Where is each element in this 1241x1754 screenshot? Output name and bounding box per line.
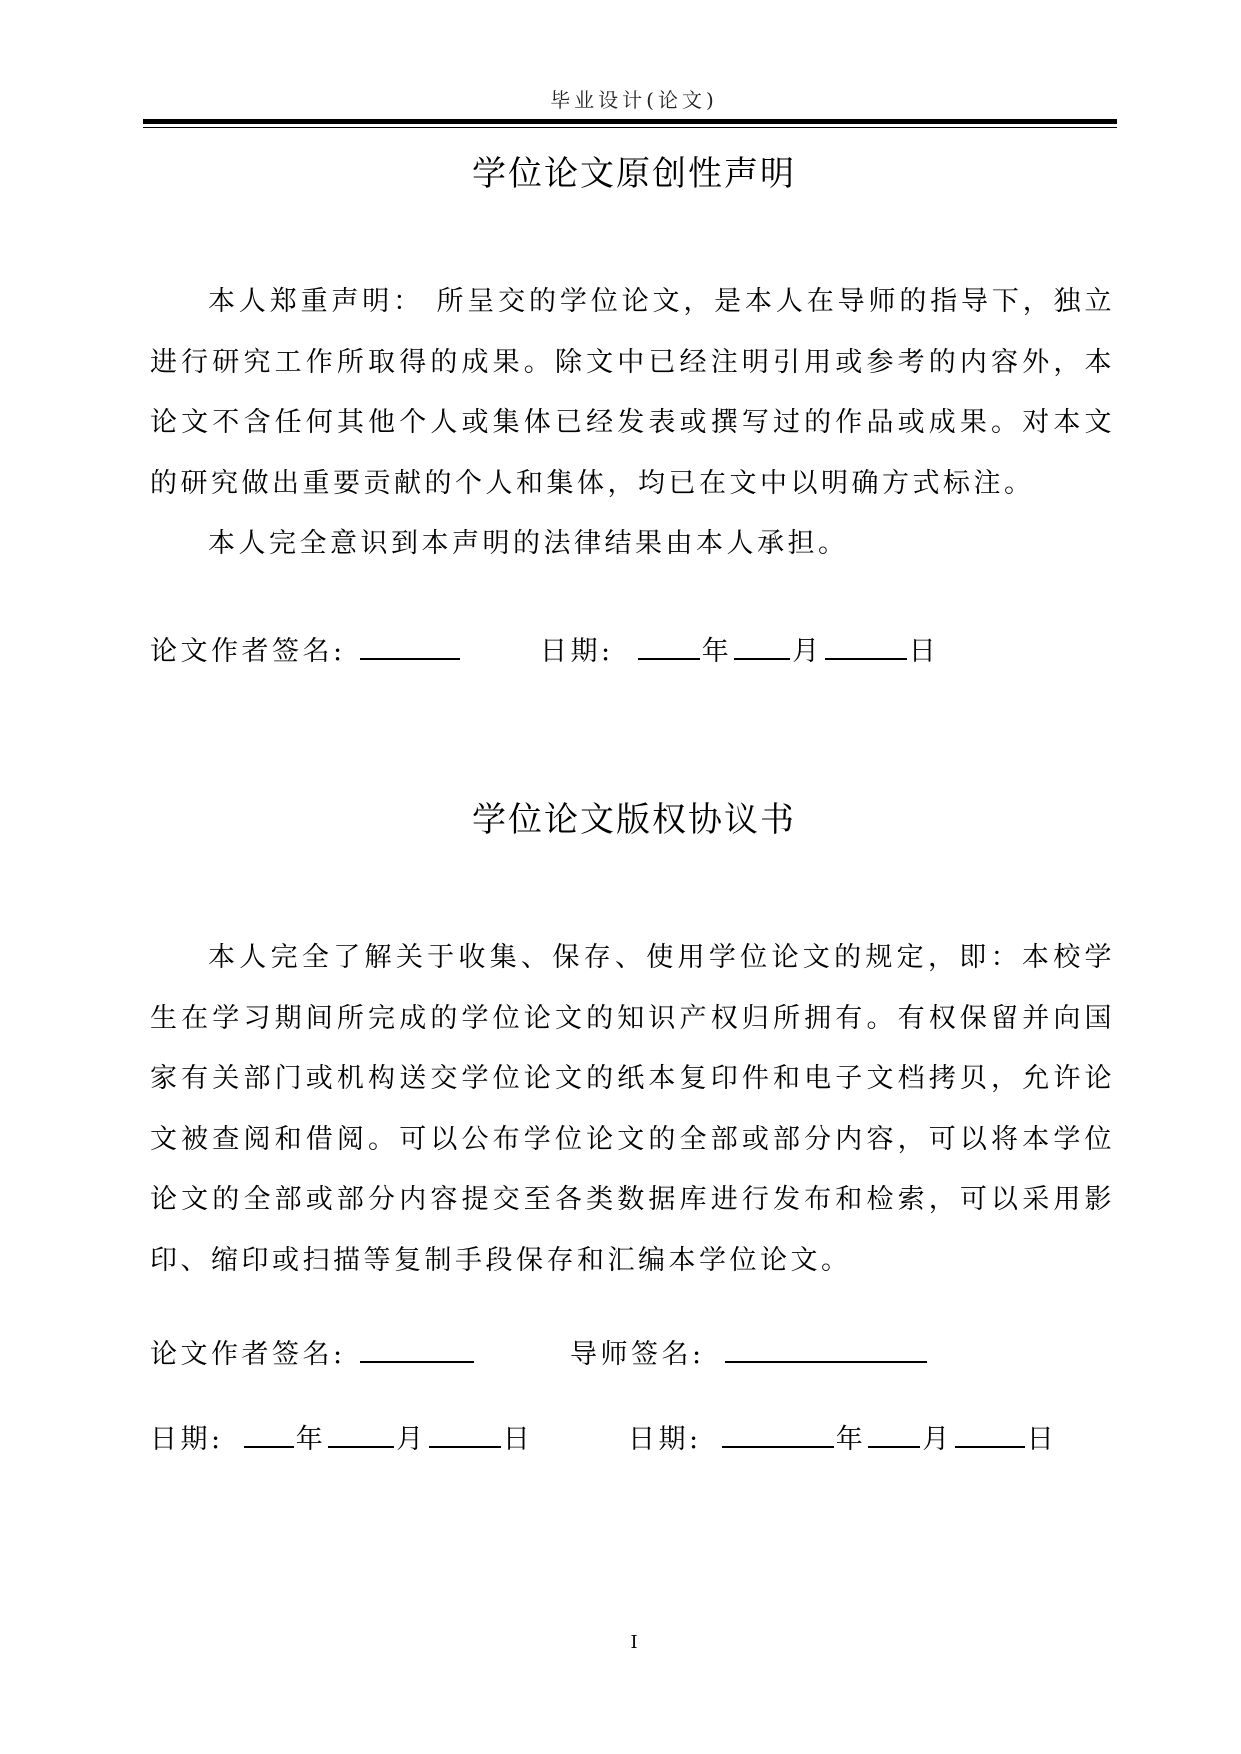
header-rule-thick xyxy=(143,119,1117,124)
day-label: 日 xyxy=(908,636,940,667)
header-rule-thin xyxy=(143,127,1117,128)
month-label: 月 xyxy=(922,1424,953,1455)
copyright-author-date-line xyxy=(150,1423,533,1457)
author-signature-blank[interactable] xyxy=(360,657,460,660)
author-signature-label: 论文作者签名: xyxy=(150,636,346,667)
day-label: 日 xyxy=(502,1424,534,1455)
author-signature-blank[interactable] xyxy=(360,1360,474,1363)
advisor-signature-blank[interactable] xyxy=(725,1360,927,1363)
running-header: 毕业设计(论文) xyxy=(550,88,718,112)
day-blank[interactable] xyxy=(955,1445,1025,1448)
date-label: 日期: xyxy=(628,1424,702,1455)
originality-paragraph-2: 本人完全意识到本声明的法律结果由本人承担。 xyxy=(208,528,849,559)
originality-author-signature-line xyxy=(150,635,462,669)
year-label: 年 xyxy=(835,1424,867,1455)
copyright-paragraph-1: 本人完全了解关于收集、保存、使用学位论文的规定，即：本校学生在学习期间所完成的学位论文的知识产权归所拥有。有权保留并向国家有关部门或机构送交学位论文的纸本复印件和电子文档拷贝，允许论文被查阅和借阅。可以公布学位论文的全部或部分内容，可以将本学位论文的全部或部分内容提交至各类数据库进行发布和检索，可以采用影印、缩印或扫描等复制手段保存和汇编本学位论文。 xyxy=(150,942,1115,1276)
month-blank[interactable] xyxy=(734,657,790,660)
advisor-signature-label: 导师签名: xyxy=(570,1339,705,1370)
month-label: 月 xyxy=(792,636,823,667)
day-blank[interactable] xyxy=(429,1445,501,1448)
date-label: 日期: xyxy=(150,1424,224,1455)
author-signature-label: 论文作者签名: xyxy=(150,1339,346,1370)
page-number: I xyxy=(630,1632,638,1653)
date-label: 日期: xyxy=(540,636,614,667)
year-blank[interactable] xyxy=(244,1445,294,1448)
year-blank[interactable] xyxy=(638,657,700,660)
month-label: 月 xyxy=(396,1424,427,1455)
originality-title: 学位论文原创性声明 xyxy=(472,154,796,194)
month-blank[interactable] xyxy=(328,1445,394,1448)
day-label: 日 xyxy=(1026,1424,1058,1455)
year-label: 年 xyxy=(295,1424,327,1455)
month-blank[interactable] xyxy=(868,1445,920,1448)
copyright-author-signature-line xyxy=(150,1338,476,1372)
copyright-advisor-date-line xyxy=(628,1423,1057,1457)
year-label: 年 xyxy=(701,636,733,667)
originality-paragraph-1: 本人郑重声明： 所呈交的学位论文，是本人在导师的指导下，独立进行研究工作所取得的成果。除文中已经注明引用或参考的内容外，本论文不含任何其他个人或集体已经发表或撰写过的作品或成果。对本文的研究做出重要贡献的个人和集体，均已在文中以明确方式标注。 xyxy=(150,286,1115,499)
day-blank[interactable] xyxy=(825,657,907,660)
copyright-advisor-signature-line xyxy=(570,1338,929,1372)
year-blank[interactable] xyxy=(722,1445,834,1448)
copyright-title: 学位论文版权协议书 xyxy=(472,800,796,840)
originality-date-line xyxy=(540,635,939,669)
